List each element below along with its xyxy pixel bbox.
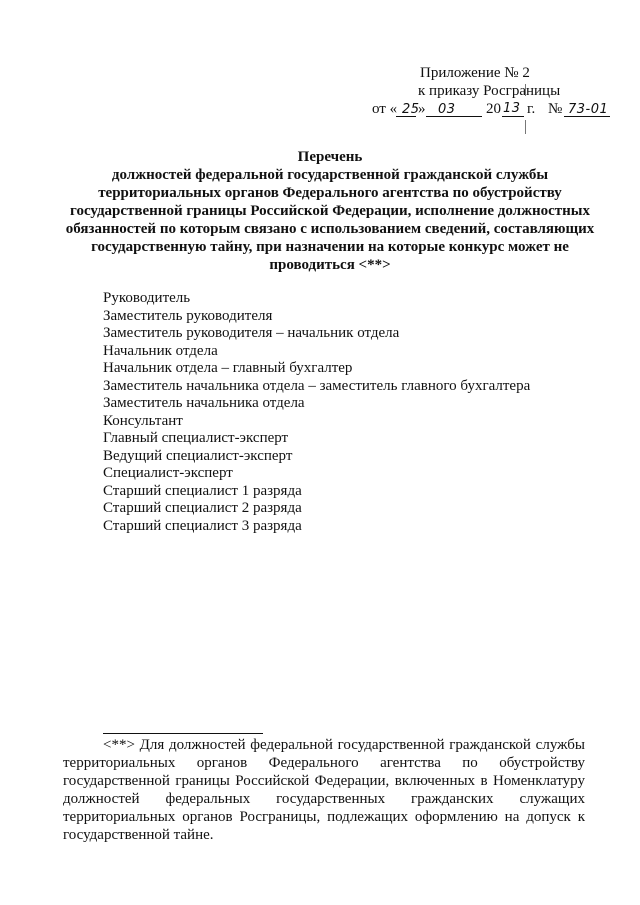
list-item: Заместитель начальника отдела – заместитель главного бухгалтера [103, 377, 531, 394]
list-item: Главный специалист-эксперт [103, 430, 289, 446]
footnote-divider [103, 733, 263, 734]
date-month: 03 [438, 102, 456, 117]
month-underline [426, 116, 482, 117]
number-underline [564, 116, 610, 117]
document-subtitle: должностей федеральной государственной гражданской службы территориальных органов Федерального агентства по обустройству государственной границы Российской Федерации, исполнение должностных обязанностей по которым связано с использованием сведений, составляющих государственную тайну, при назначении на которые конкурс может не проводиться <**> [65, 167, 595, 273]
list-item: Старший специалист 3 разряда [103, 517, 302, 534]
list-item: Старший специалист 1 разряда [103, 482, 302, 499]
list-item: Ведущий специалист-эксперт [103, 447, 293, 464]
date-day: 25 [402, 102, 420, 117]
date-year-suffix: 13 [503, 101, 521, 116]
date-year-unit: г. [527, 101, 536, 117]
number-label: № [548, 101, 563, 117]
date-day-suffix: » [418, 101, 426, 117]
order-label: к приказу Росграницы [418, 83, 561, 99]
document-title: Перечень [297, 149, 363, 165]
positions-list [103, 290, 530, 535]
date-prefix: от « [372, 101, 398, 117]
margin-mark [525, 84, 526, 96]
year-underline [502, 116, 524, 117]
date-year-prefix: 20 [486, 101, 501, 117]
margin-mark-lower [525, 120, 526, 134]
list-item: Старший специалист 2 разряда [103, 500, 302, 516]
appendix-label: Приложение № 2 [420, 65, 530, 81]
list-item: Заместитель руководителя – начальник отдела [103, 325, 400, 341]
list-item: Специалист-эксперт [103, 465, 233, 481]
list-item: Начальник отдела [103, 342, 218, 359]
list-item: Консультант [103, 412, 183, 429]
footnote-text: <**> Для должностей федеральной государственной гражданской службы территориальных органов Федерального агентства по обустройству государственной границы Российской Федерации, включенных в Номенклатуру должностей федеральных государственных гражданских служащих территориальных органов Росграницы, подлежащих оформлению на допуск к государственной тайне. [63, 737, 585, 843]
list-item: Руководитель [103, 290, 191, 306]
day-underline [396, 116, 416, 117]
list-item: Заместитель начальника отдела [103, 395, 305, 411]
list-item: Заместитель руководителя [103, 307, 273, 324]
order-number: 73-01 [568, 102, 609, 117]
list-item: Начальник отдела – главный бухгалтер [103, 360, 353, 376]
